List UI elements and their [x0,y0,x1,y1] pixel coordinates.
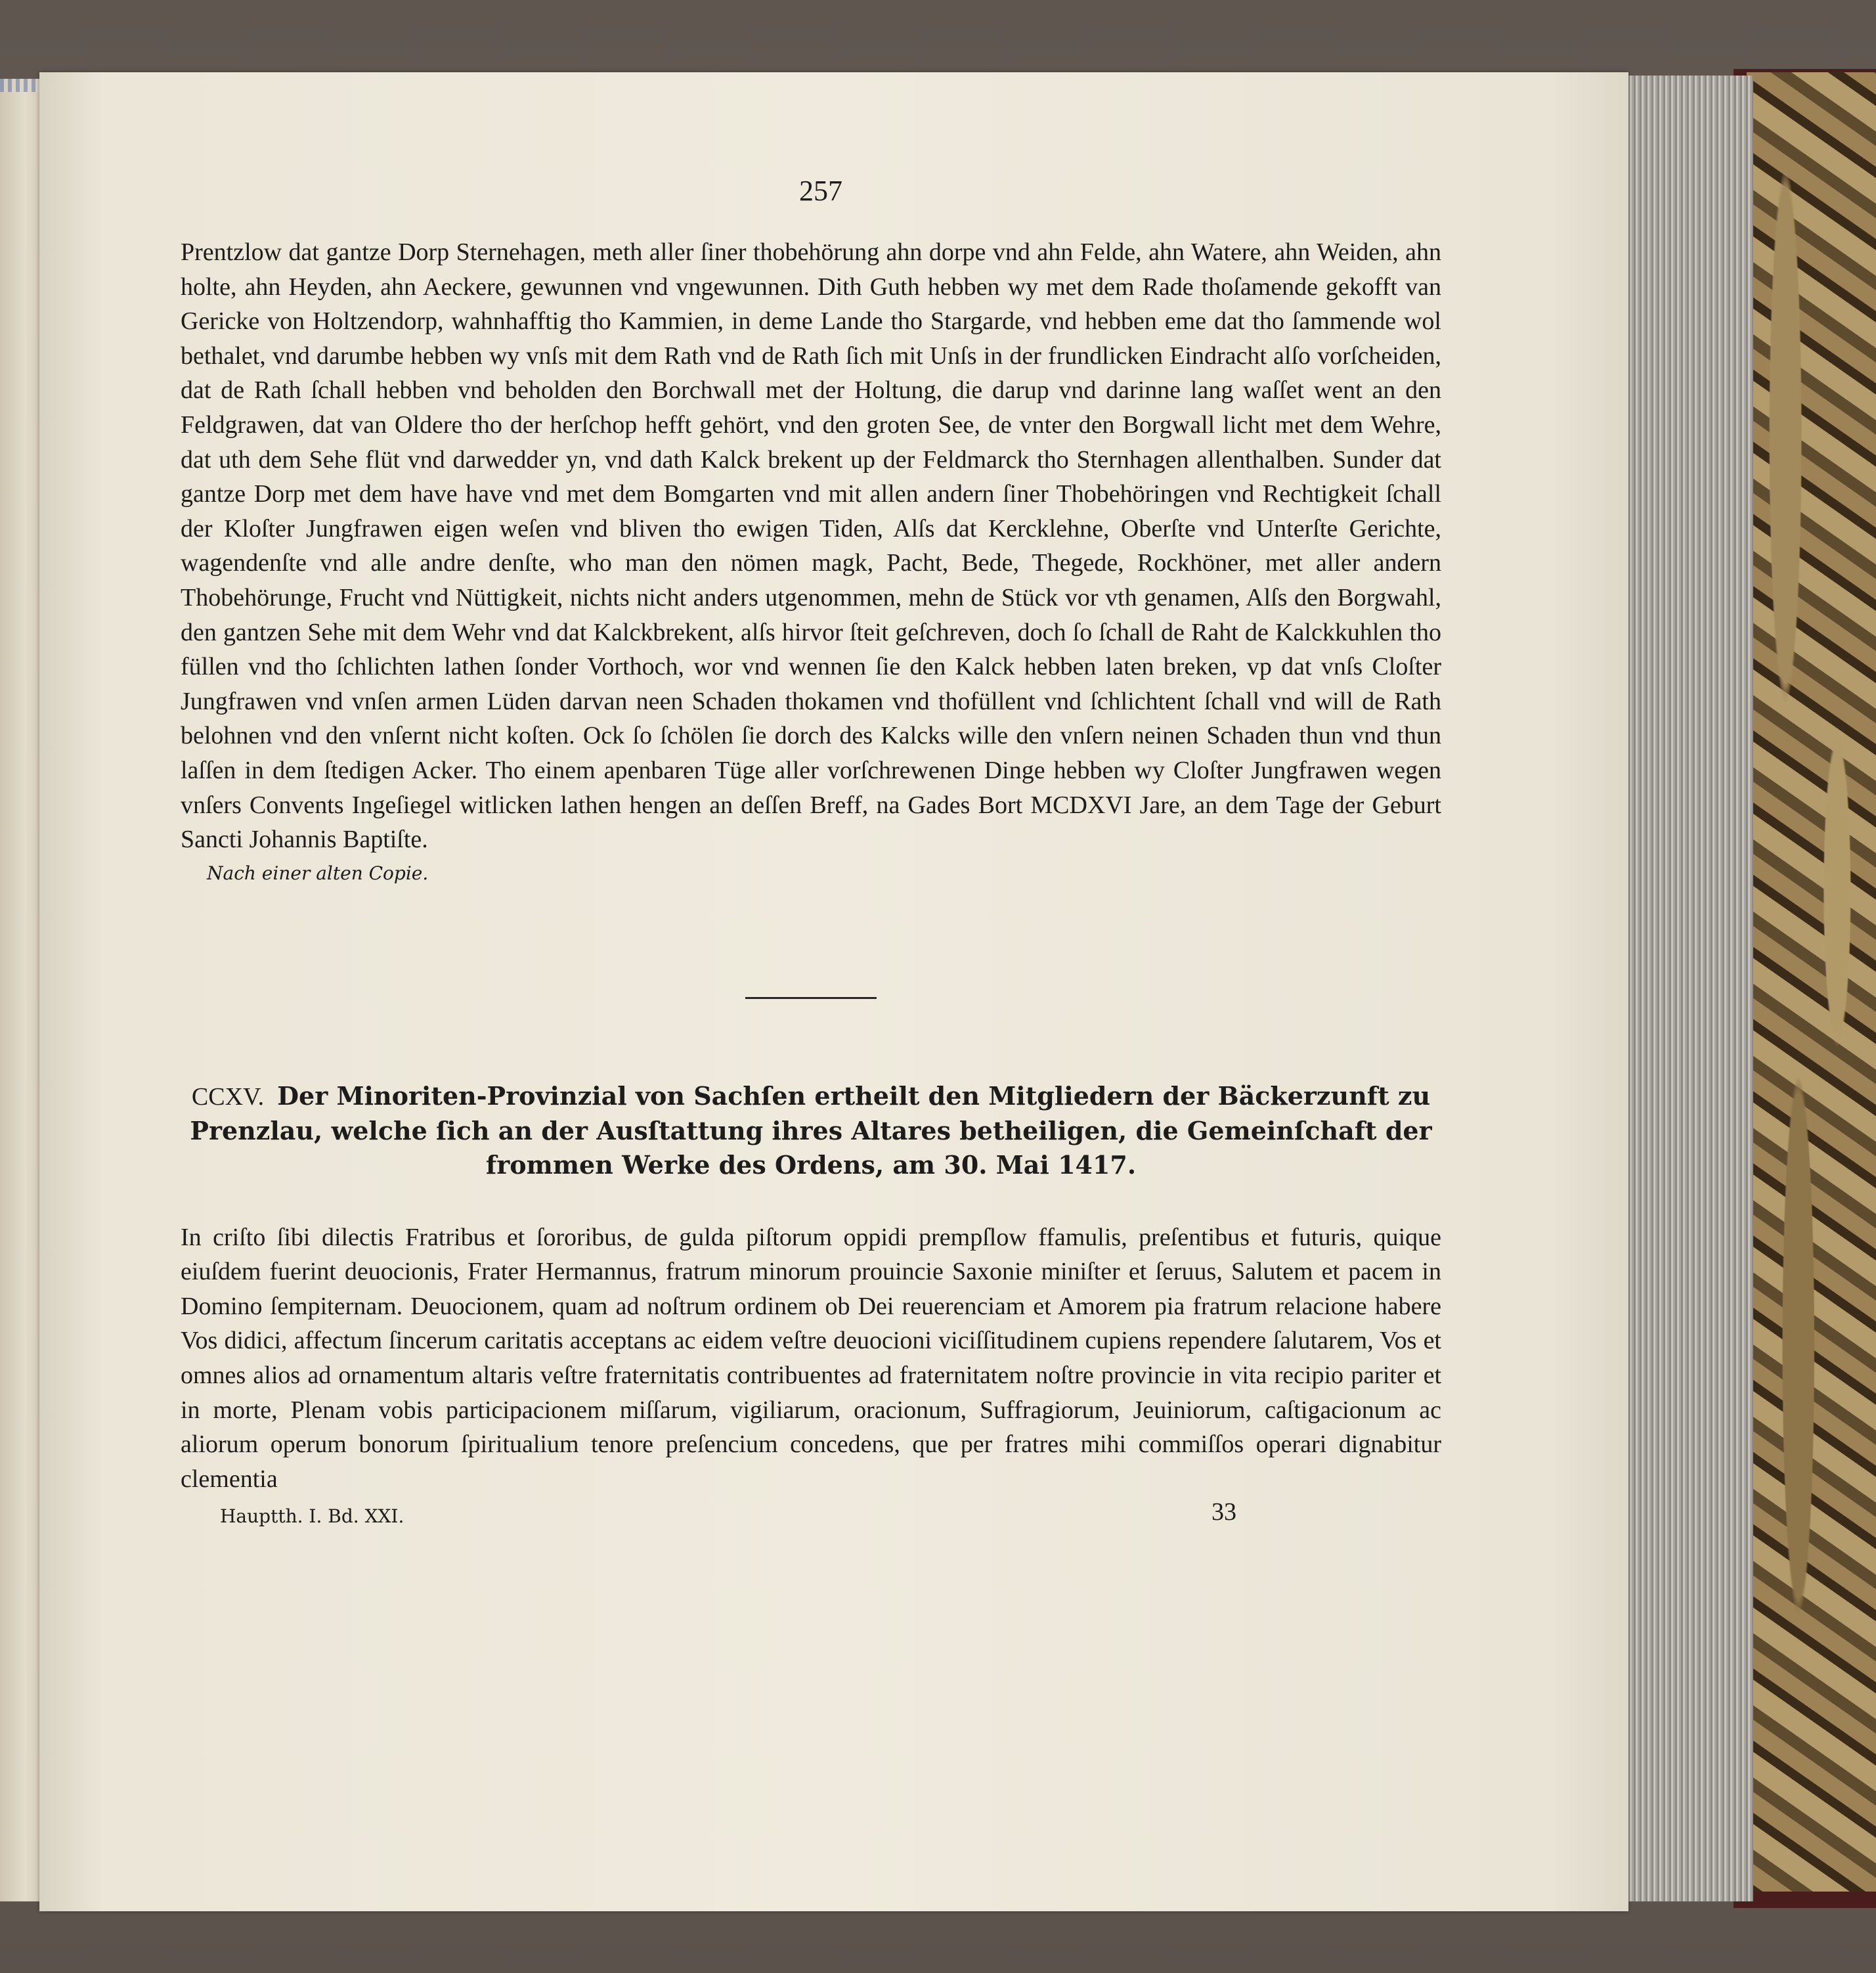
sheet-number: 33 [1211,1498,1236,1526]
document-number: CCXV. [191,1082,265,1111]
page-stack-edge [1622,76,1753,1901]
latin-charter-text: In criſto ſibi dilectis Fratribus et ſororibus, de gulda piſtorum oppidi prempſlow ffamulis, preſentibus et futuris, quique eiuſdem fuerint deuocionis, Frater Hermannus, fratrum minorum prouincie Saxonie miniſter et ſeruus, Salutem et pacem in Domino ſempiternam. Deuocionem, quam ad noſtrum ordinem ob Dei reuerenciam et Amorem pia fratrum relacione habere Vos didici, affectum ſincerum caritatis acceptans ac eidem veſtre deuocioni viciſſitudinem cupiens rependere ſalutarem, Vos et omnes alios ad ornamentum altaris veſtre fraternitatis contribuentes ad fraternitatem noſtre provincie in vita recipio pariter et in morte, Plenam vobis participacionem miſſarum, vigiliarum, oracionum, Suffragiorum, Jeuiniorum, caſtigacionum ac aliorum operum bonorum ſpiritualium tenore preſencium concedens, que per fratres mihi commiſſos operari dignabitur clementia [181,1223,1441,1493]
marbled-edge [1747,72,1876,1892]
document-heading [181,1079,1441,1182]
source-note: Nach einer alten Copie. [207,862,429,884]
page-content [181,174,1441,1545]
heading-line-1 [181,1079,1441,1114]
section-divider [745,997,877,999]
charter-text-continuation: Prentzlow dat gantze Dorp Sternehagen, meth aller ſiner thobehörung ahn dorpe vnd ahn Felde, ahn Watere, ahn Weiden, ahn holte, ahn Heyden, ahn Aeckere, gewunnen vnd vngewunnen. Dith Guth hebben wy met dem Rade thoſamende gekofft van Gericke von Holtzendorp, wahnhafftig tho Kammien, in deme Lande tho Stargarde, vnd hebben eme dat tho ſammende wol bethalet, vnd darumbe hebben wy vnſs mit dem Rath vnd de Rath ſich mit Unſs in der frundlicken Eindracht alſo vorſcheiden, dat de Rath ſchall hebben vnd beholden den Borchwall met der Holtung, die darup vnd darinne lang waſſet went an den Feldgrawen, dat van Oldere tho der herſchop hefft gehört, vnd den groten See, de vnter den Borgwall licht met dem Wehre, dat uth dem Sehe flüt vnd darwedder yn, vnd dath Kalck brekent up der Feldmarck tho Sternhagen allenthalben. Sunder dat gantze Dorp met dem have have vnd met dem Bomgarten vnd mit allen andern ſiner Thobehöringen vnd Rechtigkeit ſchall der Kloſter Jungfrawen eigen weſen vnd bliven tho ewigen Tiden, Alſs dat Kercklehne, Oberſte vnd Unterſte Gerichte, wagendenſte vnd alle andre denſte, who man den nömen magk, Pacht, Bede, Thegede, Rockhöner, met aller andern Thobehörunge, Frucht vnd Nüttigkeit, nichts nicht anders utgenommen, mehn de Stück vor vth genamen, Alſs den Borgwahl, den gantzen Sehe mit dem Wehr vnd dat Kalckbrekent, alſs hirvor ſteit geſchreven, doch ſo ſchall de Raht de Kalckkuhlen tho füllen vnd tho ſchlichten lathen ſonder Vorthoch, wor vnd wennen ſie den Kalck hebben laten breken, vp dat vnſs Cloſter Jungfrawen vnd vnſen armen Lüden darvan neen Schaden thokamen vnd thofüllent vnd ſchlichtent ſchall vnd will de Rath belohnen vnd den vnſernt nicht koſten. Ock ſo ſchölen ſie dorch des Kalcks wille den vnſern neinen Schaden thun vnd thun laſſen in dem ſtedigen Acker. Tho einem apenbaren Tüge aller vorſchrewenen Dinge hebben wy Cloſter Jungfrawen wegen vnſers Convents Ingeſiegel witlicken lathen hengen an deſſen Breff, na Gades Bort MCDXVI Jare, an dem Tage der Geburt Sancti Johannis Baptiſte. [181,238,1441,854]
volume-signature: Hauptth. I. Bd. XXI. [220,1505,404,1528]
page-footer [181,1498,1441,1545]
left-page-stripe [0,79,41,92]
left-page-edge [0,79,42,1901]
heading-line-2: Prenzlau, welche ſich an der Ausſtattung ihres Altares betheiligen, die Gemeinſchaft der [190,1115,1432,1145]
page-number: 257 [799,175,842,207]
heading-line-1-text: Der Minoriten-Provinzial von Sachſen ertheilt den Mitgliedern der Bäckerzunft zu [277,1080,1431,1111]
right-page [39,72,1628,1911]
heading-line-3: frommen Werke des Ordens, am 30. Mai 1417. [485,1149,1137,1180]
